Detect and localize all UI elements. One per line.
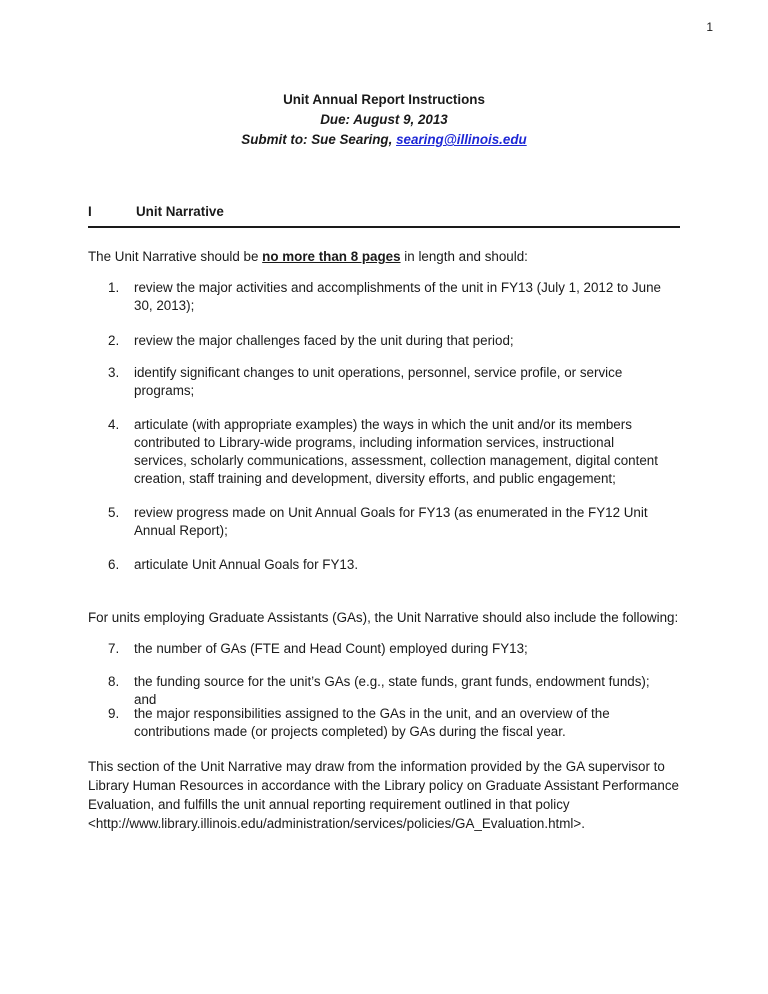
document-title: Unit Annual Report Instructions — [283, 92, 485, 107]
list-item-text: the major responsibilities assigned to the GAs in the unit, and an overview of the contributions made (or projects completed) by GAs during the fiscal year. — [134, 706, 610, 739]
list-item — [108, 504, 668, 540]
list-item — [108, 332, 668, 350]
list-item-number: 6. — [108, 557, 120, 572]
list-item-text: articulate (with appropriate examples) the ways in which the unit and/or its members contributed to Library-wide programs, including information services, instructional services, scholarly communications, assessment, collection management, digital content creation, staff training and development, diversity efforts, and public engagement; — [134, 417, 658, 486]
list-item-number: 7. — [108, 641, 120, 656]
list-item-text: review the major challenges faced by the unit during that period; — [134, 333, 514, 348]
list-item-number: 3. — [108, 365, 120, 380]
document-header — [0, 90, 768, 150]
list-item — [108, 640, 668, 658]
list-item-number: 2. — [108, 333, 120, 348]
section-title: Unit Narrative — [136, 204, 224, 219]
list-item-number: 4. — [108, 417, 120, 432]
list-item — [108, 416, 668, 488]
submit-email-link[interactable]: searing@illinois.edu — [396, 132, 527, 147]
list-item-text: review the major activities and accomplishments of the unit in FY13 (July 1, 2012 to June 30, 2013); — [134, 280, 661, 313]
due-date: Due: August 9, 2013 — [320, 112, 448, 127]
list-item-text: the funding source for the unit’s GAs (e.g., state funds, grant funds, endowment funds); and — [134, 674, 650, 707]
closing-paragraph: This section of the Unit Narrative may draw from the information provided by the GA supervisor to Library Human Resources in accordance with the Library policy on Graduate Assistant Performance Evaluation, and fulfills the unit annual reporting requirement outlined in that policy <http://www.library.illinois.edu/administration/services/policies/GA_Evaluation.html>. — [88, 759, 679, 831]
list-item-number: 1. — [108, 280, 120, 295]
ga-intro-paragraph: For units employing Graduate Assistants (GAs), the Unit Narrative should also include the following: — [88, 610, 679, 625]
list-item-number: 9. — [108, 706, 120, 721]
list-item-text: articulate Unit Annual Goals for FY13. — [134, 557, 359, 572]
section-number: I — [88, 204, 92, 219]
intro-text-before: The Unit Narrative should be — [88, 249, 263, 264]
intro-text-after: in length and should: — [400, 249, 528, 264]
submit-line — [0, 130, 768, 150]
list-item — [108, 556, 668, 574]
list-item-number: 8. — [108, 674, 120, 689]
list-item — [108, 364, 668, 400]
list-item — [108, 279, 668, 315]
list-item-text: the number of GAs (FTE and Head Count) employed during FY13; — [134, 641, 528, 656]
list-item — [108, 673, 668, 709]
submit-label: Submit to: Sue Searing, — [241, 132, 397, 147]
section-heading — [88, 204, 680, 228]
page-number: 1 — [706, 20, 713, 34]
list-item-text: identify significant changes to unit operations, personnel, service profile, or service programs; — [134, 365, 623, 398]
list-item-number: 5. — [108, 505, 120, 520]
intro-page-limit: no more than 8 pages — [262, 249, 401, 264]
list-item-text: review progress made on Unit Annual Goals for FY13 (as enumerated in the FY12 Unit Annual Report); — [134, 505, 648, 538]
list-item — [108, 705, 668, 741]
intro-paragraph — [88, 247, 680, 266]
